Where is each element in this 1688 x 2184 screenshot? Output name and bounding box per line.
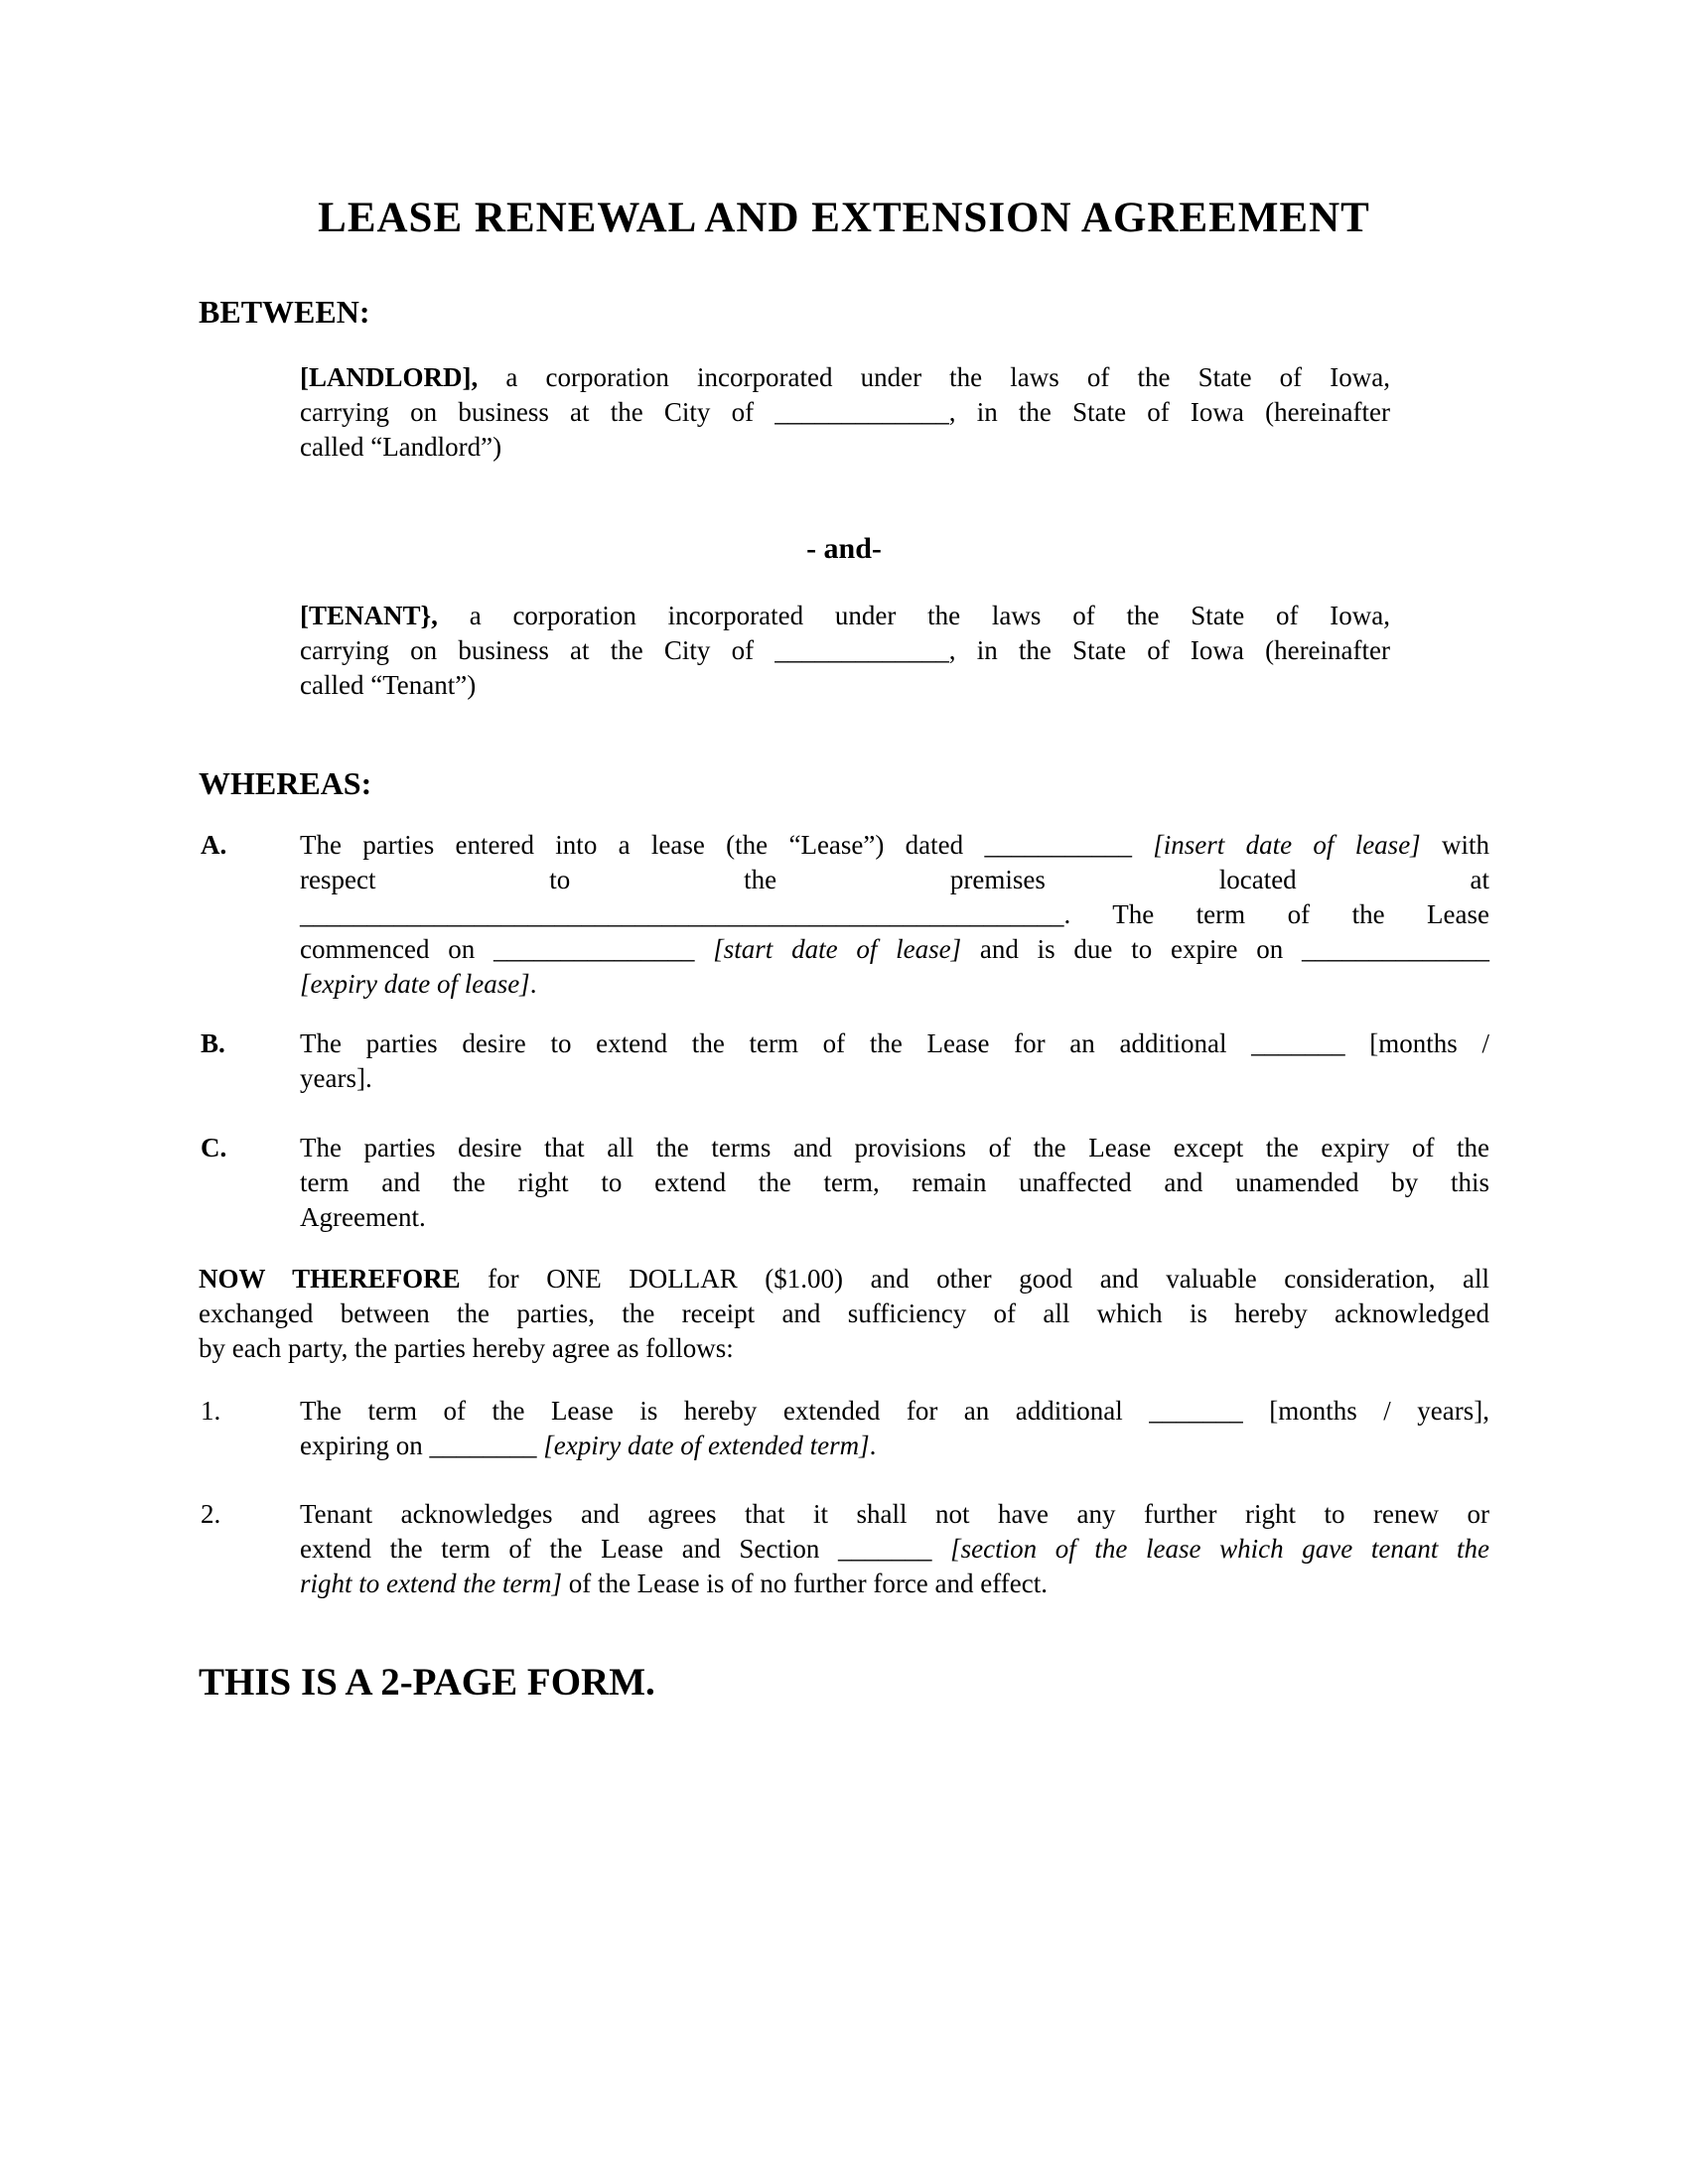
recital-c-line-1: The parties desire that all the terms and provisions of the Lease except the expiry of the <box>300 1133 1489 1162</box>
recital-a-line-4-text: commenced on _______________ <box>300 934 695 964</box>
now-therefore-paragraph <box>199 1262 1489 1366</box>
tenant-name: [TENANT}, <box>300 601 438 630</box>
recital-a-body <box>300 828 1489 1002</box>
now-therefore-line-1-text: for ONE DOLLAR ($1.00) and other good and valuable consideration, all <box>488 1264 1489 1294</box>
recital-a-line-1-end: with <box>1442 830 1490 860</box>
clause-2-line-2 <box>300 1532 1489 1567</box>
recital-a-insert-date-note: [insert date of lease] <box>1153 830 1421 860</box>
now-therefore-line-3: by each party, the parties hereby agree as follows: <box>199 1333 734 1363</box>
recital-a-line-4 <box>300 932 1489 967</box>
tenant-line-2: carrying on business at the City of _____________, in the State of Iowa (hereinafter <box>300 635 1390 665</box>
recital-b-line-1: The parties desire to extend the term of the Lease for an additional _______ [months / <box>300 1028 1489 1058</box>
recital-b <box>199 1026 1489 1096</box>
clause-2-line-3-text: of the Lease is of no further force and effect. <box>568 1569 1048 1598</box>
recital-c-line-3: Agreement. <box>300 1202 426 1232</box>
landlord-line-3: called “Landlord”) <box>300 432 502 462</box>
recital-a-label: A. <box>201 830 227 860</box>
page-title: LEASE RENEWAL AND EXTENSION AGREEMENT <box>318 195 1370 241</box>
now-therefore-line-2: exchanged between the parties, the receipt and sufficiency of all which is hereby acknowledged <box>199 1298 1489 1328</box>
recital-a-line-5 <box>300 967 1489 1002</box>
landlord-line-1-text: a corporation incorporated under the laws of the State of Iowa, <box>505 362 1391 392</box>
page-form-note: THIS IS A 2-PAGE FORM. <box>199 1661 655 1704</box>
clause-2-number: 2. <box>201 1499 221 1529</box>
now-therefore-line-1 <box>199 1262 1489 1297</box>
clause-1-line-2-text: expiring on ________ <box>300 1431 537 1460</box>
tenant-paragraph <box>300 599 1390 703</box>
now-therefore-lead: NOW THEREFORE <box>199 1264 461 1294</box>
recital-b-body <box>300 1026 1489 1096</box>
landlord-line-2: carrying on business at the City of _____________, in the State of Iowa (hereinafter <box>300 397 1390 427</box>
landlord-paragraph <box>300 360 1390 465</box>
recital-a-line-3: _________________________________________________________. The term of the Lease <box>300 899 1489 929</box>
clause-1-line-2-period: . <box>869 1431 877 1460</box>
recital-a-line-1-text: The parties entered into a lease (the “Lease”) dated ___________ <box>300 830 1132 860</box>
clause-2-section-note-end: right to extend the term] <box>300 1569 562 1598</box>
recital-c-body <box>300 1131 1489 1235</box>
clause-2 <box>199 1497 1489 1601</box>
recital-c <box>199 1131 1489 1235</box>
clause-1-expiry-note: [expiry date of extended term] <box>543 1431 870 1460</box>
recital-a-line-2: respect to the premises located at <box>300 865 1489 894</box>
tenant-line-1 <box>300 599 1390 633</box>
recital-b-label: B. <box>201 1028 225 1058</box>
clause-2-line-1: Tenant acknowledges and agrees that it shall not have any further right to renew or <box>300 1499 1489 1529</box>
and-separator: - and- <box>806 532 882 565</box>
clause-2-line-2-text: extend the term of the Lease and Section _______ <box>300 1534 932 1564</box>
clause-2-section-note-start: [section of the lease which gave tenant the <box>950 1534 1489 1564</box>
recital-a-start-date-note: [start date of lease] <box>713 934 962 964</box>
recital-a-line-5-period: . <box>529 969 537 999</box>
clause-1-number: 1. <box>201 1396 221 1426</box>
recital-c-label: C. <box>201 1133 227 1162</box>
whereas-label: WHEREAS: <box>199 765 372 801</box>
clause-2-line-3 <box>300 1567 1489 1601</box>
tenant-line-3: called “Tenant”) <box>300 670 477 700</box>
recital-b-line-2: years]. <box>300 1063 372 1093</box>
tenant-line-1-text: a corporation incorporated under the laws of the State of Iowa, <box>469 601 1390 630</box>
clause-2-body <box>300 1497 1489 1601</box>
landlord-name: [LANDLORD], <box>300 362 479 392</box>
landlord-line-1 <box>300 360 1390 395</box>
clause-1 <box>199 1394 1489 1463</box>
recital-a-line-4-end: and is due to expire on ______________ <box>979 934 1489 964</box>
recital-a <box>199 828 1489 1002</box>
recital-a-line-1 <box>300 828 1489 863</box>
clause-1-line-1: The term of the Lease is hereby extended for an additional _______ [months / years], <box>300 1396 1489 1426</box>
between-label: BETWEEN: <box>199 294 370 330</box>
recital-c-line-2: term and the right to extend the term, remain unaffected and unamended by this <box>300 1167 1489 1197</box>
recital-a-expiry-date-note: [expiry date of lease] <box>300 969 530 999</box>
clause-1-body <box>300 1394 1489 1463</box>
clause-1-line-2 <box>300 1429 1489 1463</box>
